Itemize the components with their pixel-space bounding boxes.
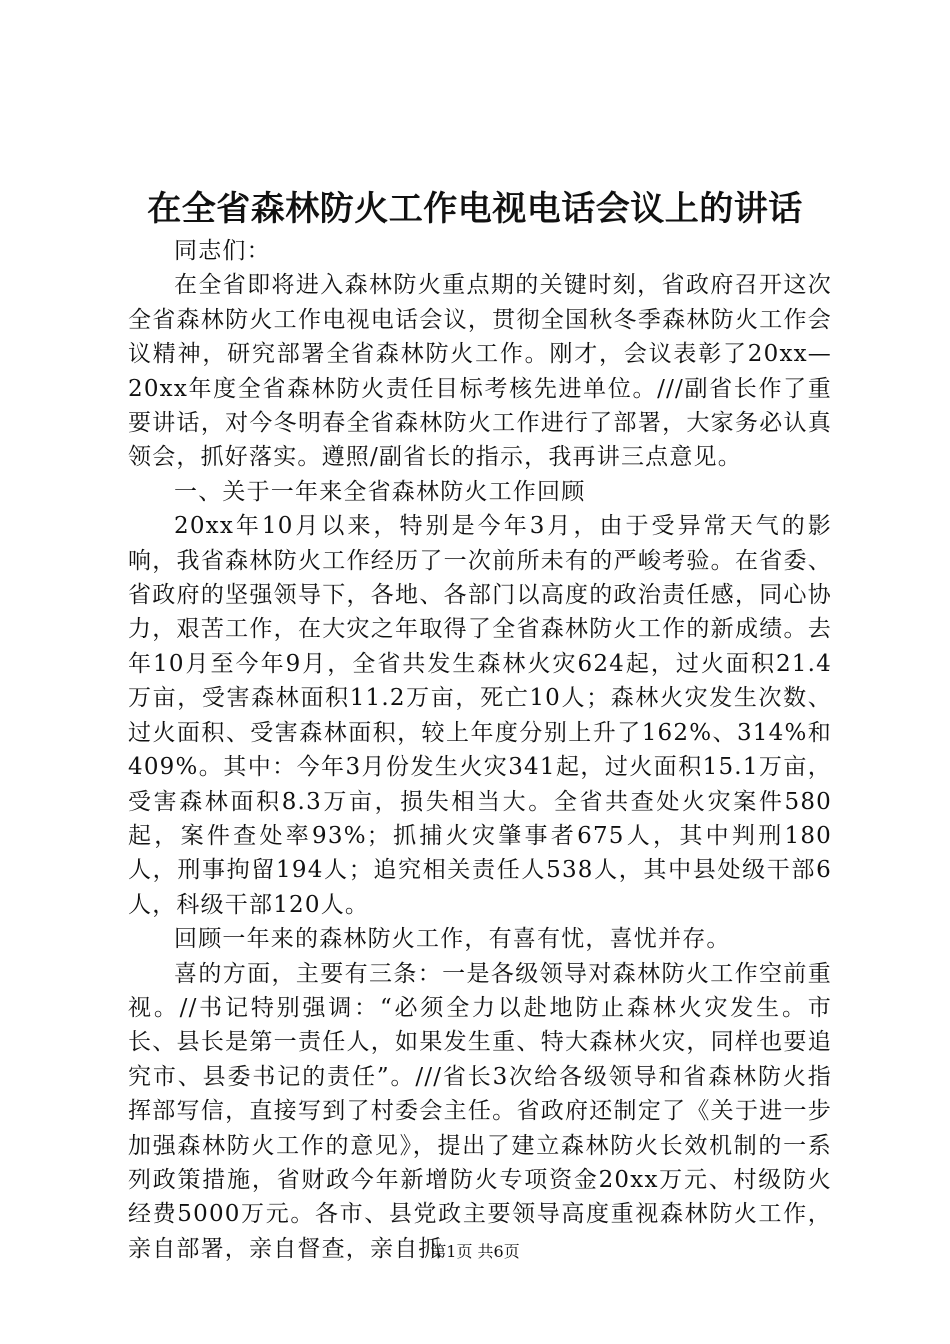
section-heading: 一、关于一年来全省森林防火工作回顾	[174, 478, 586, 505]
paragraph-positives: 喜的方面，主要有三条：一是各级领导对森林防火工作空前重视。//书记特别强调：“必须全力以赴地防止森林火灾发生。市长、县长是第一责任人，如果发生重、特大森林火灾，同样也要追究市、县委书记的责任”。///省长3次给各级领导和省森林防火指挥部写信，直接写到了村委会主任。省政府还制定了《关于进一步加强森林防火工作的意见》，提出了建立森林防火长效机制的一系列政策措施，省财政今年新增防火专项资金20xx万元、村级防火经费5000万元。各市、县党政主要领导高度重视森林防火工作，亲自部署，亲自督查，亲自抓	[128, 960, 832, 1262]
document-title: 在全省森林防火工作电视电话会议上的讲话	[147, 189, 803, 229]
paragraph-review: 20xx年10月以来，特别是今年3月，由于受异常天气的影响，我省森林防火工作经历了一次前所未有的严峻考验。在省委、省政府的坚强领导下，各地、各部门以高度的政治责任感，同心协力，艰苦工作，在大灾之年取得了全省森林防火工作的新成绩。去年10月至今年9月，全省共发生森林火灾624起，过火面积21.4万亩，受害森林面积11.2万亩，死亡10人；森林火灾发生次数、过火面积、受害森林面积，较上年度分别上升了162%、314%和409%。其中：今年3月份发生火灾341起，过火面积15.1万亩，受害森林面积8.3万亩，损失相当大。全省共查处火灾案件580起，案件查处率93%；抓捕火灾肇事者675人，其中判刑180人，刑事拘留194人；追究相关责任人538人，其中县处级干部6人，科级干部120人。	[128, 513, 832, 918]
paragraph-summary: 回顾一年来的森林防火工作，有喜有忧，喜忧并存。	[174, 926, 731, 953]
paragraph-intro: 在全省即将进入森林防火重点期的关键时刻，省政府召开这次全省森林防火工作电视电话会议，贯彻全国秋冬季森林防火工作会议精神，研究部署全省森林防火工作。刚才，会议表彰了20xx—20xx年度全省森林防火责任目标考核先进单位。///副省长作了重要讲话，对今冬明春全省森林防火工作进行了部署，大家务必认真领会，抓好落实。遵照/副省长的指示，我再讲三点意见。	[128, 272, 832, 471]
page-footer: 第1页 共6页	[430, 1242, 520, 1261]
document-body	[128, 234, 832, 1266]
salutation: 同志们：	[174, 238, 271, 264]
